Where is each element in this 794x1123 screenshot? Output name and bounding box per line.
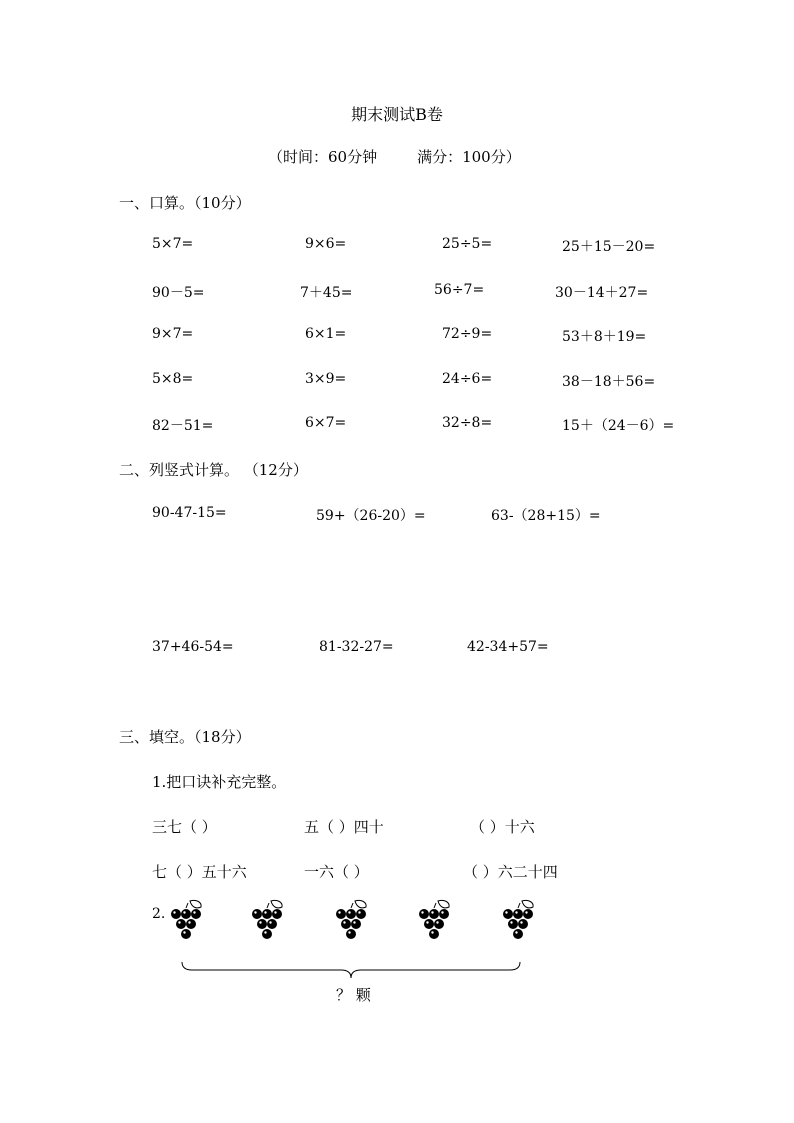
problem: 30－14＋27= [555, 285, 649, 301]
grape-bunch-icon [166, 898, 206, 944]
problem: 81-32-27= [319, 639, 394, 655]
grape-bunch-icon [414, 898, 454, 944]
problem: 37+46-54= [152, 639, 234, 655]
problem: 32÷8= [442, 415, 493, 431]
blank-item: 五（ ）四十 [304, 818, 384, 836]
problem: 72÷9= [442, 326, 493, 342]
problem: 42-34+57= [467, 639, 549, 655]
problem: 82－51= [152, 418, 214, 434]
blank-item: 三七（ ） [152, 818, 217, 836]
blank-item: （ ）十六 [470, 818, 535, 836]
blank-item: 一六（ ） [304, 863, 369, 881]
problem: 38－18＋56= [562, 374, 656, 390]
grape-bunch-icon [331, 898, 371, 944]
problem: 90－5= [152, 285, 205, 301]
blank-item: （ ）六二十四 [463, 863, 558, 881]
total-count-caption: ？ 颗 [336, 986, 371, 1004]
blank-item: 七（ ）五十六 [152, 863, 247, 881]
exam-info [268, 146, 521, 167]
total-score: 满分：100分） [417, 148, 521, 166]
problem: 5×8= [152, 371, 194, 387]
time-limit: （时间：60分钟 [268, 148, 378, 166]
problem: 63-（28+15）= [491, 508, 601, 524]
section2-heading: 二、列竖式计算。 （12分） [119, 461, 308, 479]
problem: 25＋15－20= [562, 239, 656, 255]
problem: 15＋（24－6）= [562, 418, 675, 434]
problem: 90-47-15= [152, 505, 227, 521]
problem: 6×7= [305, 415, 347, 431]
grape-bunch-icon [498, 898, 538, 944]
problem: 53＋8＋19= [562, 329, 647, 345]
problem: 7＋45= [300, 285, 353, 301]
section3-heading: 三、填空。（18分） [119, 728, 251, 746]
page-title: 期末测试B卷 [351, 105, 443, 124]
grape-bunch-icon [247, 898, 287, 944]
problem: 5×7= [152, 236, 194, 252]
question-2-number: 2. [152, 906, 166, 922]
section1-heading: 一、口算。（10分） [119, 194, 251, 212]
problem: 9×7= [152, 326, 194, 342]
problem: 3×9= [305, 371, 347, 387]
question-1-label: 1.把口诀补充完整。 [152, 773, 287, 791]
problem: 6×1= [305, 326, 347, 342]
problem: 25÷5= [442, 236, 493, 252]
problem: 56÷7= [434, 282, 485, 298]
problem: 24÷6= [442, 371, 493, 387]
problem: 59+（26-20）= [316, 508, 426, 524]
problem: 9×6= [305, 236, 347, 252]
underbrace-icon [178, 958, 524, 982]
